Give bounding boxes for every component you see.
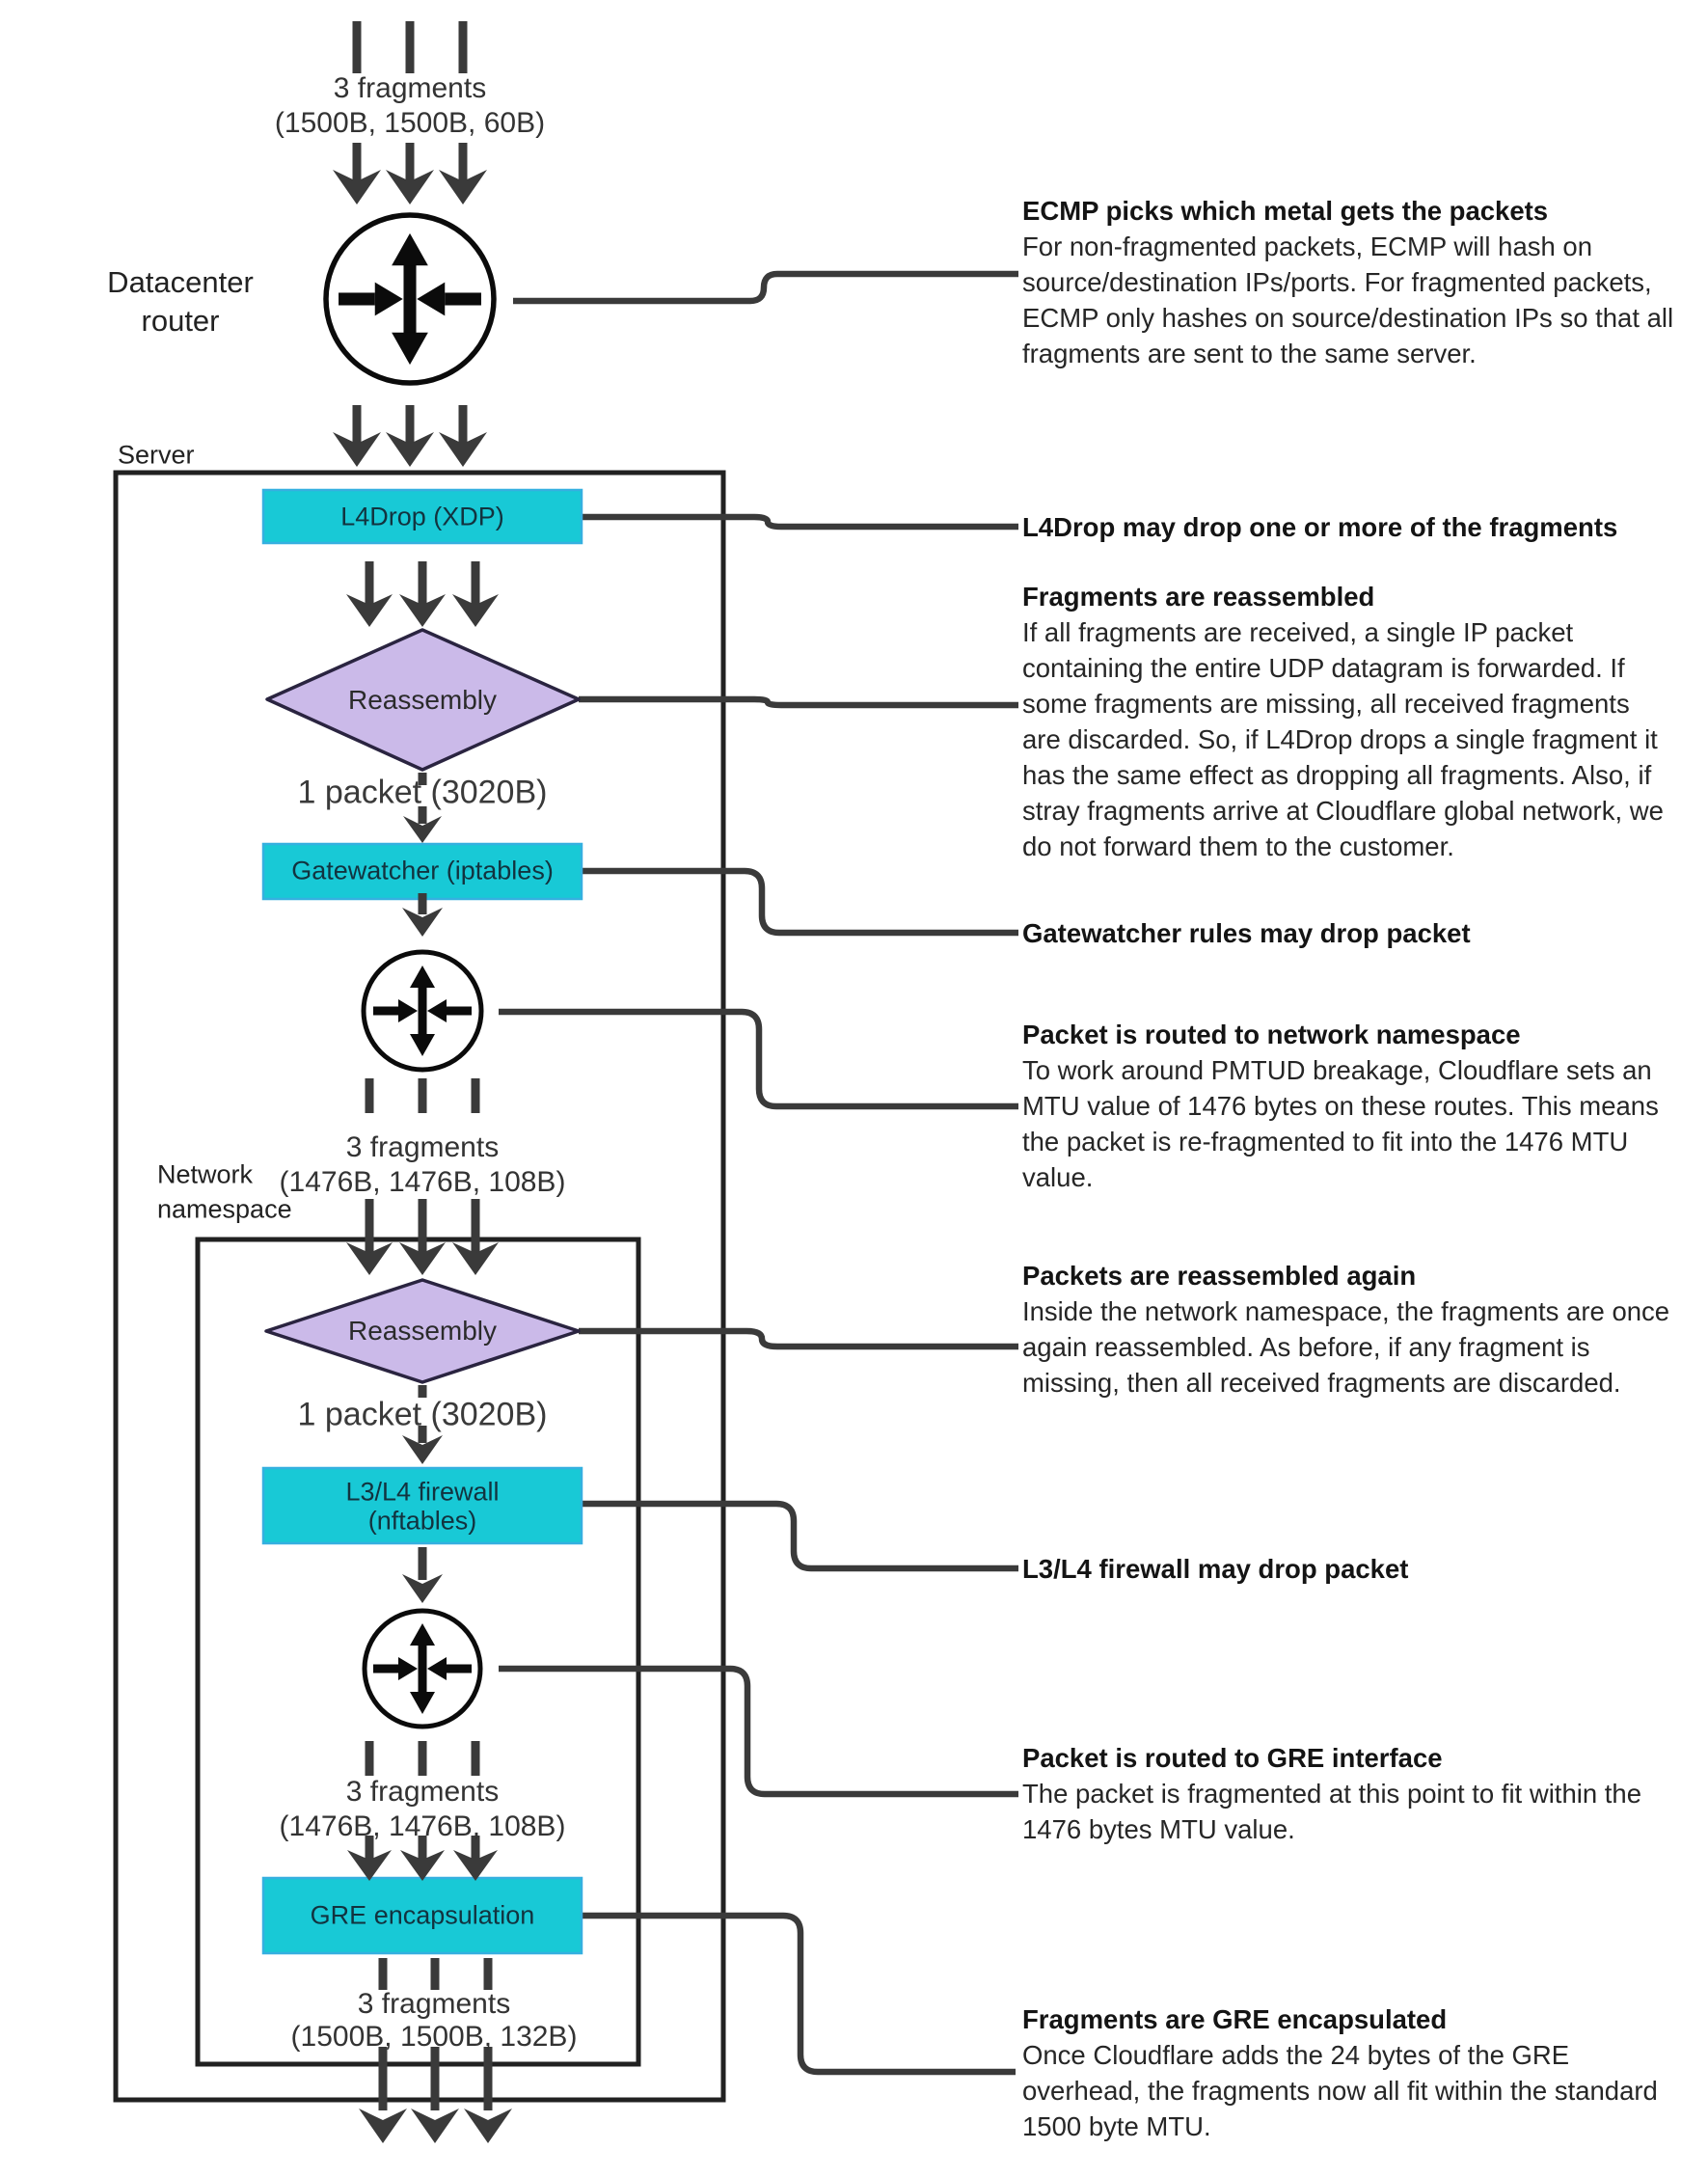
connector-route-namespace (499, 1012, 1018, 1106)
annotation-heading: Fragments are GRE encapsulated (1022, 2004, 1448, 2034)
gre-in-fragments-sizes: (1476B, 1476B, 108B) (279, 1810, 566, 1842)
packet-dash (431, 1958, 440, 1990)
packet-dash (406, 21, 415, 73)
packet-dash (353, 21, 362, 73)
namespace-router-icon (364, 952, 481, 1070)
l3l4-firewall-label-line2: (nftables) (367, 1506, 477, 1536)
datacenter-router-label-line2: router (141, 304, 220, 338)
connector-l4drop (582, 517, 1018, 527)
l4drop-box-label: L4Drop (XDP) (340, 502, 504, 531)
network-namespace-label-line1: Network (157, 1159, 254, 1189)
annotation-heading: ECMP picks which metal gets the packets (1022, 196, 1549, 226)
connector-reassembly-2 (579, 1331, 1018, 1347)
datacenter-router-icon (326, 215, 494, 383)
annotation-heading: Packets are reassembled again (1022, 1261, 1417, 1291)
annotation-gatewatcher (1022, 915, 1708, 951)
gatewatcher-box-label: Gatewatcher (iptables) (291, 856, 554, 885)
annotation-heading: L3/L4 firewall may drop packet (1022, 1554, 1409, 1584)
annotation-heading: L4Drop may drop one or more of the fragments (1022, 512, 1618, 542)
top-fragments-label: 3 fragments (333, 72, 487, 104)
annotation-routed-gre: Packet is routed to GRE interface The packet is fragmented at this point to fit within the 1476 bytes MTU value. (1022, 1740, 1708, 1847)
packet-dash (366, 1078, 374, 1113)
flow-arrow (353, 143, 362, 183)
server-box-label: Server (118, 440, 195, 470)
packet-label-1: 1 packet (3020B) (297, 774, 548, 811)
top-fragments-sizes: (1500B, 1500B, 60B) (274, 107, 546, 139)
annotation-ecmp: ECMP picks which metal gets the packets For non-fragmented packets, ECMP will hash on source/destination IPs/ports. For fragmented packets, ECMP only hashes on source/destination IPs so that all fragments are sent to the same server. (1022, 193, 1708, 371)
packet-dash (459, 21, 468, 73)
connector-l3l4-firewall (582, 1504, 1018, 1568)
connector-gre-encap (582, 1916, 1016, 2072)
connector-gatewatcher (582, 871, 1018, 933)
annotation-reassembled: Fragments are reassembled If all fragments are received, a single IP packet containing the entire UDP datagram is forwarded. If some fragments are missing, all received fragments are discarded. So, if L4Drop drops a single fragment it has the same effect as dropping all fragments. Also, if stray fragments arrive at Cloudflare global network, we do not forward them to the customer. (1022, 579, 1708, 864)
annotation-gre-encapsulated: Fragments are GRE encapsulated Once Cloudflare adds the 24 bytes of the GRE overhead, the fragments now all fit within the standard 1500 byte MTU. (1022, 2001, 1708, 2144)
annotation-l4drop (1022, 509, 1708, 545)
gre-router-icon (365, 1611, 480, 1727)
gre-in-fragments-label: 3 fragments (345, 1776, 500, 1808)
mid-fragments-label: 3 fragments (345, 1131, 500, 1163)
packet-dash (379, 1958, 388, 1990)
annotation-heading: Packet is routed to network namespace (1022, 1020, 1521, 1049)
annotation-heading: Fragments are reassembled (1022, 582, 1375, 612)
connector-reassembly-1 (579, 699, 1018, 705)
packet-label-2: 1 packet (3020B) (297, 1396, 548, 1433)
packet-dash (484, 1958, 493, 1990)
reassembly-1-label: Reassembly (347, 685, 498, 715)
annotation-l3l4-firewall (1022, 1551, 1708, 1587)
connector-gre-route (499, 1669, 1018, 1794)
annotation-heading: Packet is routed to GRE interface (1022, 1743, 1443, 1773)
connector-ecmp (513, 274, 1018, 301)
datacenter-router-label-line1: Datacenter (107, 265, 254, 299)
packet-dash (472, 1741, 480, 1776)
mid-fragments-sizes: (1476B, 1476B, 108B) (279, 1166, 566, 1198)
annotation-heading: Gatewatcher rules may drop packet (1022, 918, 1471, 948)
packet-dash (472, 1078, 480, 1113)
annotation-reassembled-again: Packets are reassembled again Inside the network namespace, the fragments are once again reassembled. As before, if any fragment is missing, then all received fragments are discarded. (1022, 1258, 1708, 1401)
packet-dash (419, 1078, 427, 1113)
l3l4-firewall-label-line1: L3/L4 firewall (345, 1477, 500, 1507)
packet-dash (419, 1741, 427, 1776)
packet-dash (366, 1741, 374, 1776)
gre-out-fragments-label: 3 fragments (357, 1988, 511, 2020)
network-namespace-label-line2: namespace (157, 1194, 292, 1224)
reassembly-2-label: Reassembly (347, 1316, 498, 1346)
gre-out-fragments-sizes: (1500B, 1500B, 132B) (290, 2021, 578, 2053)
gre-box-label: GRE encapsulation (310, 1900, 535, 1930)
annotation-routed-namespace: Packet is routed to network namespace To work around PMTUD breakage, Cloudflare sets an MTU value of 1476 bytes on these routes. This means the packet is re-fragmented to fit into the 1476 MTU value. (1022, 1017, 1708, 1195)
